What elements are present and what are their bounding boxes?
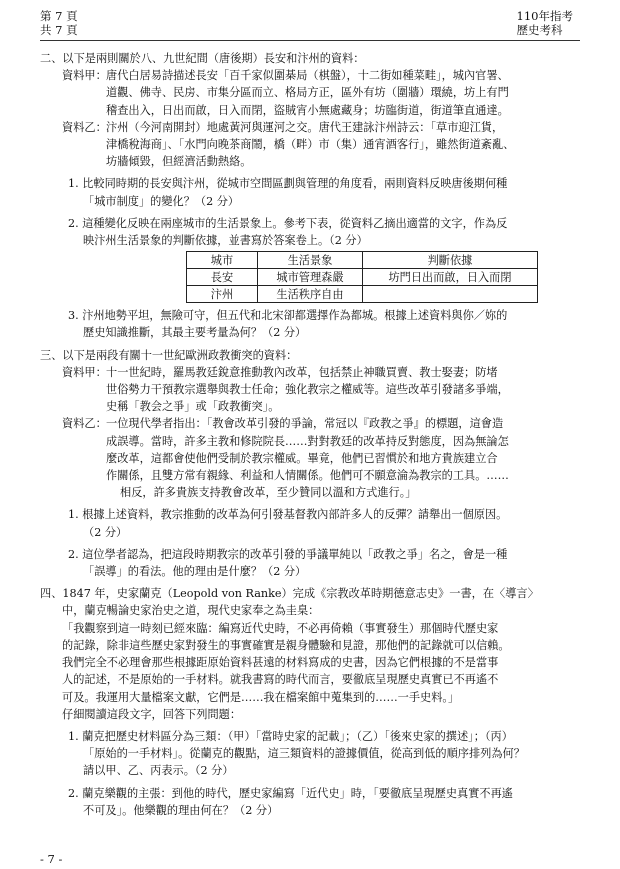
question-2-3: 3. 汴州地勢平坦，無險可守，但五代和北宋卻都選擇作為都城。根據上述資料與你／妳的 <box>68 309 508 323</box>
ranke-quote-line: 「我觀察到這一時刻已經來臨：編寫近代史時，不必再倚賴（事實發生）那個時代歷史家 <box>62 621 499 635</box>
section-3-intro: 三、以下是兩段有關十一世紀歐洲政教衝突的資料： <box>40 348 298 362</box>
question-3-2-cont: 「誤導」的看法。他的理由是什麼？（2 分） <box>83 565 307 579</box>
section-3-source-b-line: 資料乙： 一位現代學者指出：「教會改革引發的爭論，常冠以『政教之爭』的標題，這會造 <box>40 415 580 432</box>
section-3-source-b-line: 作關係，且雙方常有親緣、利益和人情關係。他們可不願意淪為教宗的工具。…… <box>106 469 509 483</box>
section-3-source-a-line: 資料甲： 十一世紀時，羅馬教廷銳意推動教內改革，包括禁止神職買賣、教士娶妻；防堵 <box>40 364 580 381</box>
table-cell: 城市管理森嚴 <box>258 269 363 286</box>
page-footer: - 7 - <box>40 852 63 866</box>
question-3-1-cont: （2 分） <box>83 525 128 539</box>
section-2-source-b-line: 資料乙： 汴州（今河南開封）地處黃河與運河之交。唐代王建詠汴州詩云：「草市迎江貨， <box>40 119 580 136</box>
section-4-instruction: 仔細閱讀這段文字，回答下列問題： <box>62 707 242 721</box>
table-header-city: 城市 <box>187 252 258 269</box>
section-2-source-a-line: 資料甲： 唐代白居易詩描述長安「百千家似圍棊局（棋盤），十二街如種菜畦」，城內官署、 <box>40 67 580 84</box>
section-3-source-a-line: 世俗勢力干預教宗選舉與教士任命；強化教宗之權威等。這些改革引發諸多爭端， <box>106 383 509 397</box>
table-cell-blank <box>363 286 538 303</box>
ranke-quote-line: 我們完全不必理會那些根據距原始資料甚遠的材料寫成的史書，因為它們根據的不是當事 <box>62 656 499 670</box>
page-content <box>40 50 580 819</box>
source-b-label: 資料乙： <box>62 120 107 134</box>
table-header-basis: 判斷依據 <box>363 252 538 269</box>
table-header-scene: 生活景象 <box>258 252 363 269</box>
section-3-source-b-line: 麼改革，這都會使他們受制於教宗權威。畢竟，他們已習慣於和地方貴族建立合 <box>106 451 498 465</box>
question-2-1: 1. 比較同時期的長安與汴州，從城市空間區劃與管理的角度看，兩則資料反映唐後期何種 <box>68 177 508 191</box>
section-2-source-a-line: 稽查出入，日出而啟，日入而閉，盜賊宵小無處藏身；坊臨街道，街道筆直通達。 <box>106 103 509 117</box>
subject-name: 歷史考科 <box>516 23 563 37</box>
question-3-2: 2. 這位學者認為，把這段時期教宗的改革引發的爭議單純以「政教之爭」名之，會是一種 <box>68 547 508 561</box>
table-row <box>187 269 538 286</box>
table-cell: 生活秩序自由 <box>258 286 363 303</box>
header-left <box>40 9 78 37</box>
question-4-1-cont: 「原始的一手材料」。從蘭克的觀點，這三類資料的證據價值，從高到低的順序排列為何？ <box>83 747 525 761</box>
table-cell: 汴州 <box>187 286 258 303</box>
section-3-source-a-line: 史稱「教会之爭」或「政教衝突」。 <box>106 400 280 414</box>
ranke-quote-line: 人的記述，不是原始的一手材料。就我書寫的時代而言，要徹底呈現歷史真實已不再遙不 <box>62 673 499 687</box>
question-2-2: 2. 這種變化反映在兩座城市的生活景象上。參考下表，從資料乙摘出適當的文字，作為反 <box>68 216 508 230</box>
exam-title: 110年指考 <box>516 9 573 23</box>
source-a-label: 資料甲： <box>62 365 107 379</box>
section-4-intro-cont: 中，蘭克暢論史家治史之道，現代史家奉之為圭臬： <box>62 604 320 618</box>
table-cell: 長安 <box>187 269 258 286</box>
table-row <box>187 286 538 303</box>
table-cell: 坊門日出而啟，日入而閉 <box>363 269 538 286</box>
section-3-source-b-line: 相反，許多貴族支持教會改革，至少贊同以溫和方式進行。」 <box>120 486 417 500</box>
question-3-1: 1. 根據上述資料，教宗推動的改革為何引發基督教內部許多人的反彈？請舉出一個原因。 <box>68 508 508 522</box>
question-4-1-cont: 請以甲、乙、丙表示。（2 分） <box>83 764 234 778</box>
question-4-1: 1. 蘭克把歷史材料區分為三類：（甲）「當時史家的記載」；（乙）「後來史家的撰述」；（丙） <box>68 729 513 743</box>
question-4-2: 2. 蘭克樂觀的主張：到他的時代，歷史家編寫「近代史」時，「要徹底呈現歷史真實不再遙 <box>68 786 513 800</box>
header-divider <box>40 40 580 41</box>
section-2-source-b-line: 津橋稅海商」、「水門向晚茶商鬧，橋（畔）市（集）通宵酒客行」，雖然街道紊亂、 <box>106 138 515 152</box>
header-right <box>517 9 573 37</box>
ranke-quote-line: 的記錄，除非這些歷史家對發生的事實確實是親身體驗和見證，那他們的記錄就可以信賴。 <box>62 638 510 652</box>
table-header-row <box>187 252 538 269</box>
source-b-label: 資料乙： <box>62 417 107 431</box>
question-2-2-cont: 映汴州生活景象的判斷依據，並書寫於答案卷上。（2 分） <box>83 234 368 248</box>
section-2-source-b-line: 坊牆傾毀，但經濟活動熱絡。 <box>106 155 252 169</box>
city-life-table <box>186 251 538 303</box>
section-3-source-b-line: 成誤導。當時，許多主教和修院院長……對對教廷的改革持反對態度，因為無論怎 <box>106 434 509 448</box>
question-2-1-cont: 「城市制度」的變化？（2 分） <box>83 194 240 208</box>
section-4-intro: 四、1847 年，史家蘭克（Leopold von Ranke）完成《宗教改革時期德意志史》一書，在〈導言〉 <box>40 587 539 601</box>
page-number: 第 7 頁 <box>40 9 78 23</box>
question-2-3-cont: 歷史知識推斷，其最主要考量為何？（2 分） <box>83 326 307 340</box>
section-2-source-a-line: 道觀、佛寺、民房、市集分區而立、格局方正，區外有坊（圍牆）環繞，坊上有門 <box>106 86 509 100</box>
question-4-2-cont: 不可及」。他樂觀的理由何在？（2 分） <box>83 803 279 817</box>
ranke-quote-line: 可及。我運用大量檔案文獻，它們是……我在檔案館中蒐集到的……一手史料。」 <box>62 690 460 704</box>
page-total: 共 7 頁 <box>40 23 78 37</box>
section-2-intro: 二、以下是兩則關於八、九世紀間（唐後期）長安和汴州的資料： <box>40 52 365 65</box>
source-a-label: 資料甲： <box>62 69 107 83</box>
